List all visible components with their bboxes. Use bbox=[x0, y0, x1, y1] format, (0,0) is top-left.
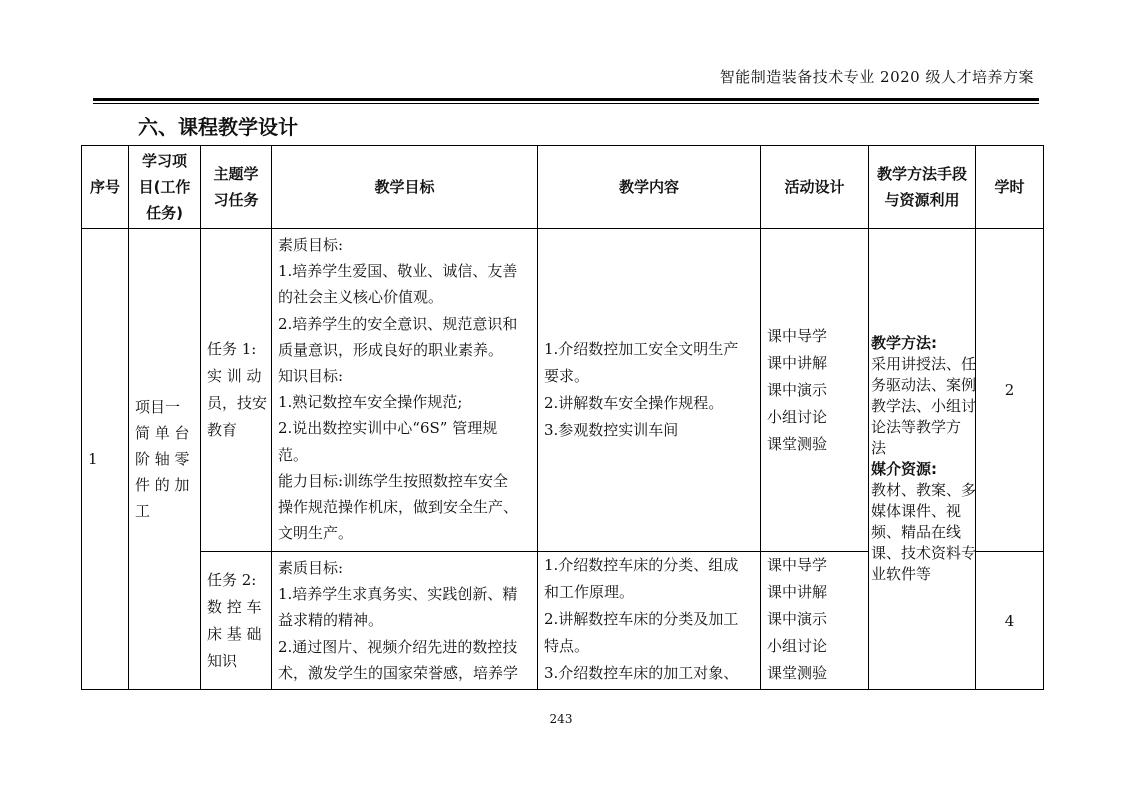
goals-cell: 素质目标: 1.培养学生求真务实、实践创新、精 益求精的精神。 2.通过图片、视频介绍先进的数控技 术，激发学生的国家荣誉感，培养学 bbox=[272, 552, 538, 690]
section-title: 六、课程教学设计 bbox=[138, 115, 298, 139]
col-header-project: 学习项 目(工作 任务) bbox=[129, 146, 201, 229]
col-header-method: 教学方法手段 与资源利用 bbox=[869, 146, 976, 229]
header-rule-thick bbox=[93, 98, 1039, 101]
col-header-hours: 学时 bbox=[976, 146, 1044, 229]
content-cell: 1.介绍数控车床的分类、组成 和工作原理。 2.讲解数控车床的分类及加工 特点。 3.介绍数控车床的加工对象、 bbox=[538, 552, 761, 690]
hours-cell: 2 bbox=[976, 229, 1044, 552]
col-header-goals: 教学目标 bbox=[272, 146, 538, 229]
goals-cell: 素质目标: 1.培养学生爱国、敬业、诚信、友善 的社会主义核心价值观。 2.培养学生的安全意识、规范意识和 质量意识，形成良好的职业素养。 知识目标: 1.熟记数控车安全操作规范; 2.说出数控实训中心“6S” 管理规 范。 能力目标:训练学生按照数控车安全 操作规范操作机床，做到安全生产、 文明生产。 bbox=[272, 229, 538, 552]
activity-cell: 课中导学 课中讲解 课中演示 小组讨论 课堂测验 bbox=[761, 552, 869, 690]
task-cell: 任务 2: 数 控 车 床 基 础 知识 bbox=[201, 552, 272, 690]
header-rule-thin bbox=[93, 103, 1039, 104]
content-cell: 1.介绍数控加工安全文明生产 要求。 2.讲解数车安全操作规程。 3.参观数控实训车间 bbox=[538, 229, 761, 552]
project-cell: 项目一 简 单 台 阶 轴 零 件 的 加 工 bbox=[129, 229, 201, 690]
col-header-activity: 活动设计 bbox=[761, 146, 869, 229]
course-design-table bbox=[81, 145, 1044, 690]
table-row bbox=[82, 229, 1044, 552]
hours-cell: 4 bbox=[976, 552, 1044, 690]
page-number: 243 bbox=[549, 712, 573, 726]
seq-cell: 1 bbox=[82, 229, 129, 690]
task-cell: 任务 1: 实 训 动 员，技安 教育 bbox=[201, 229, 272, 552]
col-header-content: 教学内容 bbox=[538, 146, 761, 229]
col-header-task: 主题学 习任务 bbox=[201, 146, 272, 229]
method-cell: 教学方法: 采用讲授法、任 务驱动法、案例 教学法、小组讨 论法等教学方 法 媒介资源: 教材、教案、多 媒体课件、视 频、精品在线 课、技术资料专 业软件等 bbox=[869, 229, 976, 690]
col-header-seq: 序号 bbox=[82, 146, 129, 229]
table-header-row bbox=[82, 146, 1044, 229]
activity-cell: 课中导学 课中讲解 课中演示 小组讨论 课堂测验 bbox=[761, 229, 869, 552]
running-header: 智能制造装备技术专业 2020 级人才培养方案 bbox=[719, 68, 1034, 86]
